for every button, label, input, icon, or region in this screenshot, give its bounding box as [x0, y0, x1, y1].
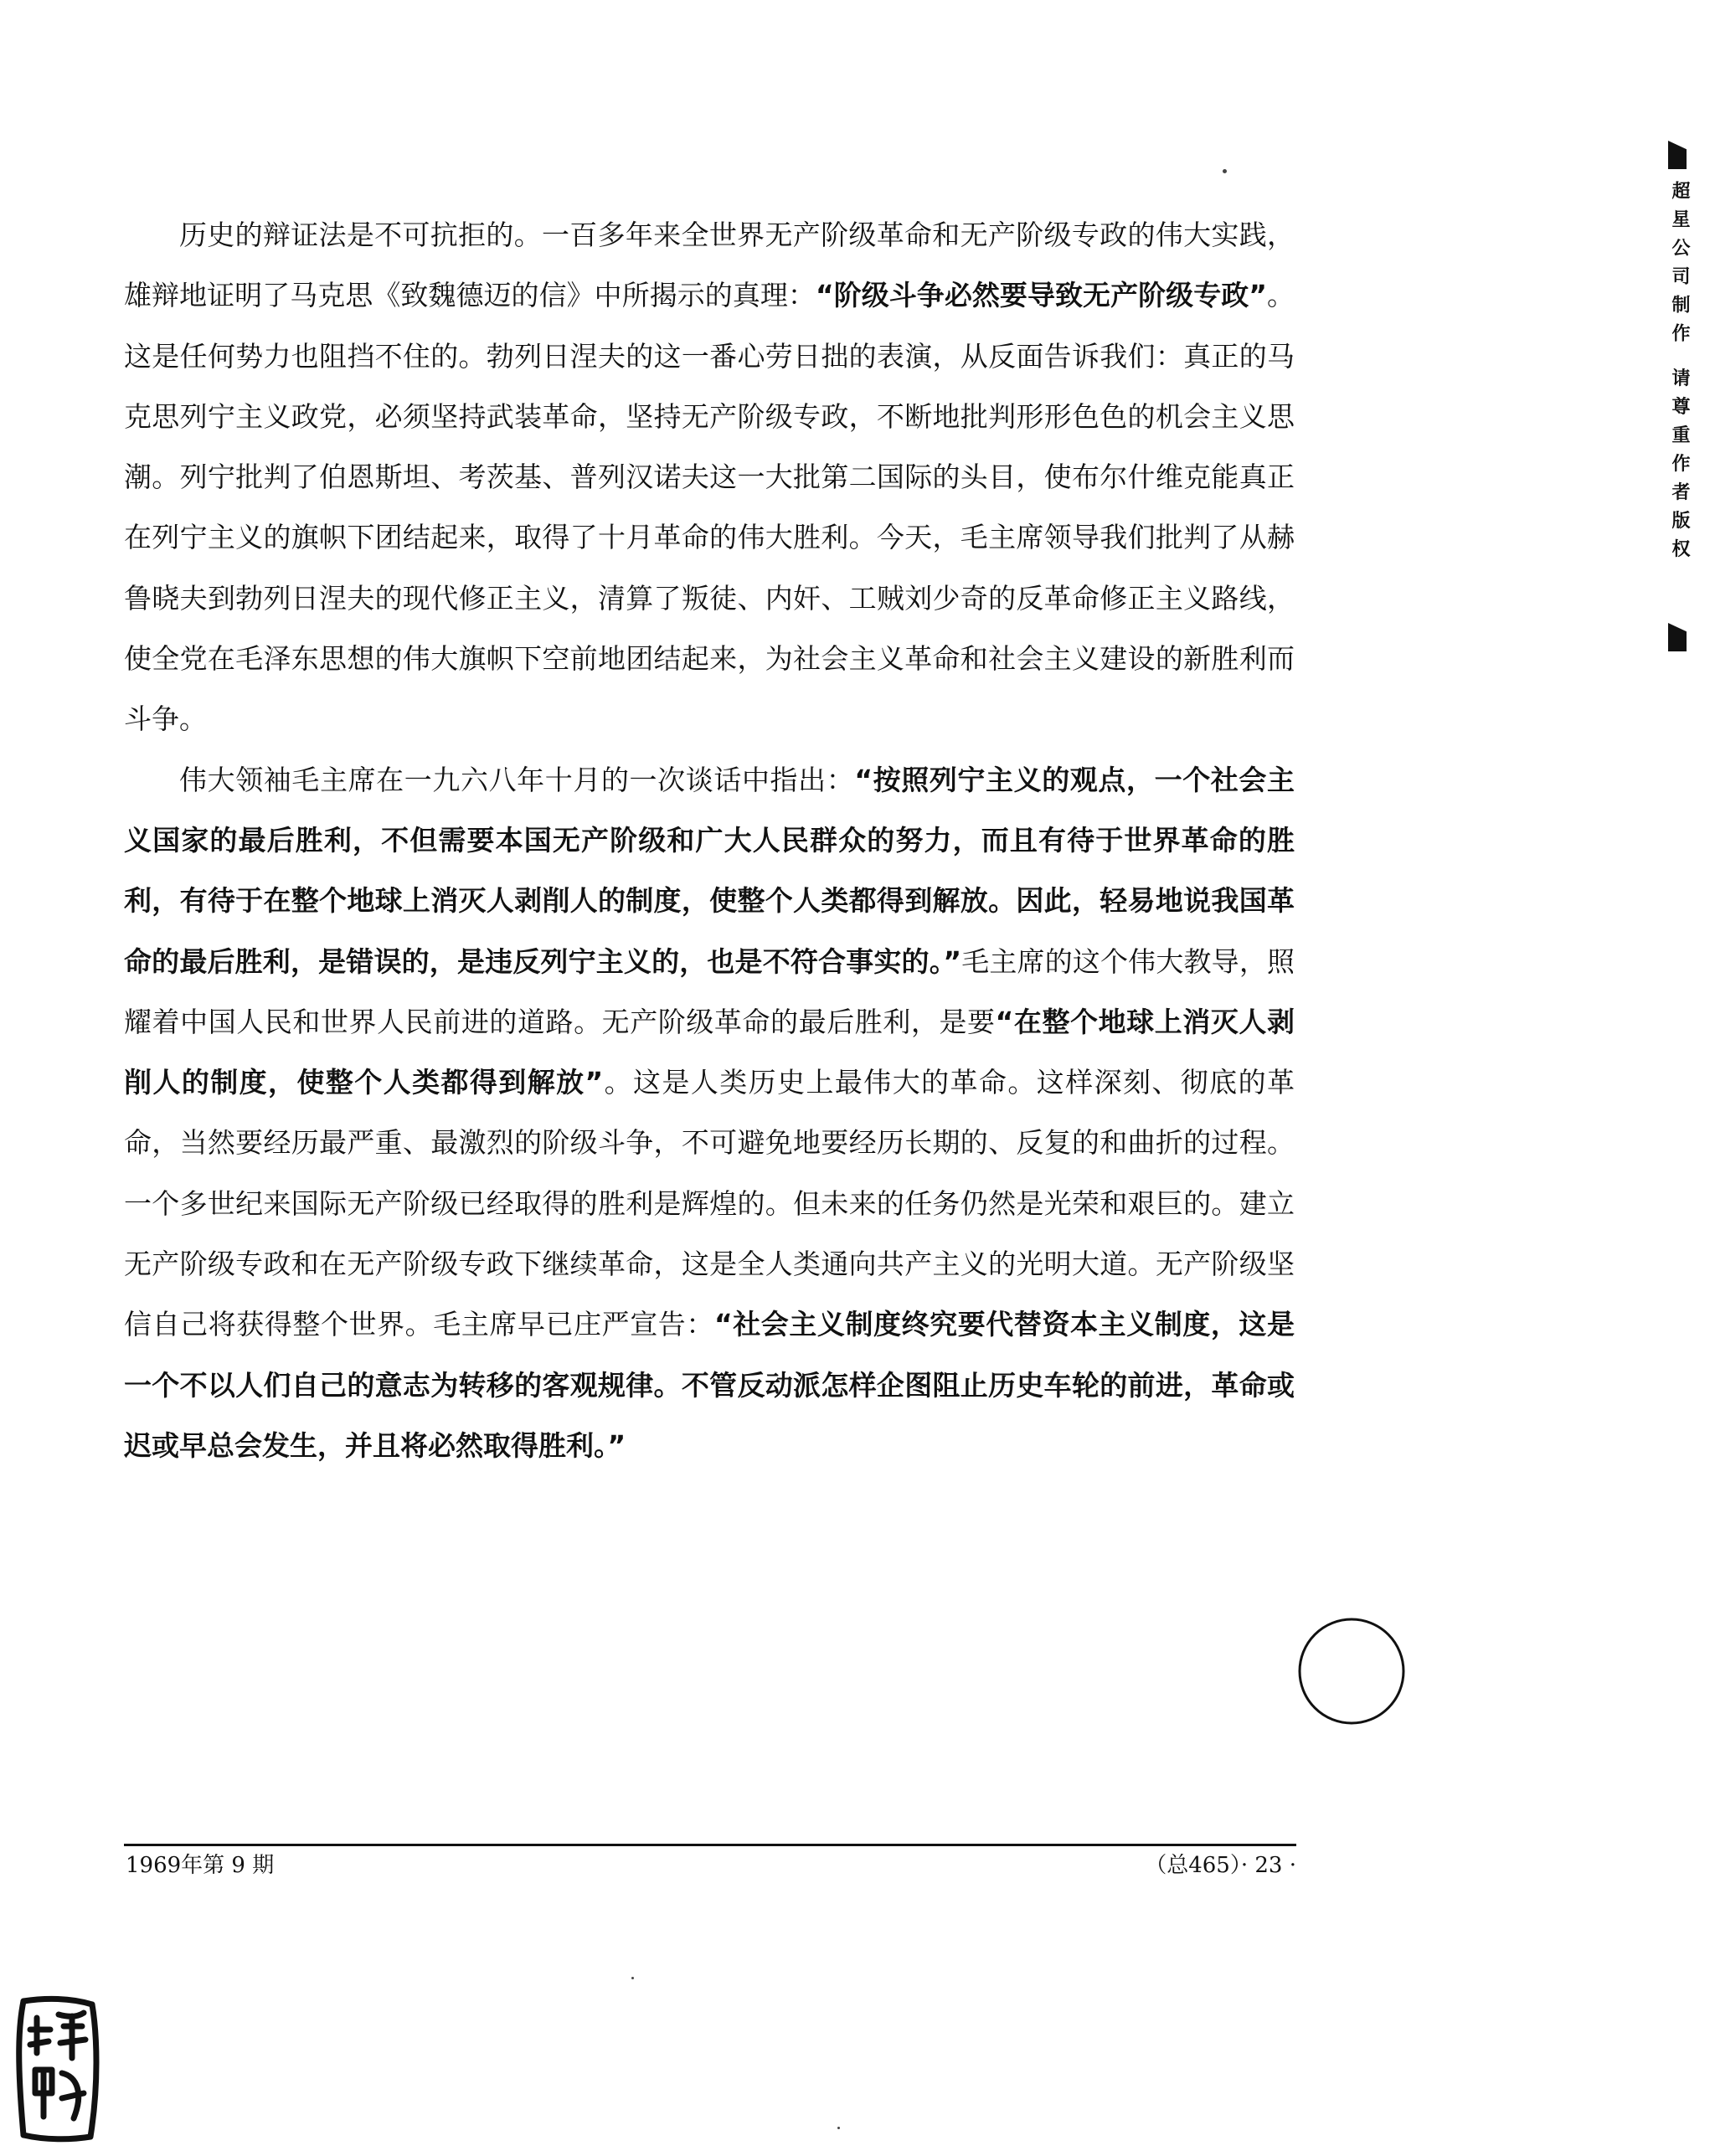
scan-speck: [1223, 169, 1227, 173]
watermark-text: 超星公司制作 请尊重作者版权: [1669, 181, 1690, 568]
strip-marker-bottom: [1668, 623, 1687, 651]
text-run: 毛主席的这个伟大教导，照耀着中国人民和世界人民前进的道路。无产阶级革命的最后胜利，是要: [124, 944, 1295, 1038]
text-run: 。这是任何势力也阻挡不住的。勃列日涅夫的这一番心劳日拙的表演，从反面告诉我们：真正的马克思列宁主义政党，必须坚持武装革命，坚持无产阶级专政，不断地批判形形色色的机会主义思潮。列宁批判了伯恩斯坦、考茨基、普列汉诺夫这一大批第二国际的头目，使布尔什维克能真正在列宁主义的旗帜下团结起来，取得了十月革命的伟大胜利。今天，毛主席领导我们批判了从赫鲁晓夫到勃列日涅夫的现代修正主义，清算了叛徒、内奸、工贼刘少奇的反革命修正主义路线，使全党在毛泽东思想的伟大旗帜下空前地团结起来，为社会主义革命和社会主义建设的新胜利而斗争。: [124, 279, 1295, 736]
scan-speck: [837, 2127, 840, 2129]
footer-rule: [124, 1844, 1296, 1846]
text-run: 伟大领袖毛主席在一九六八年十月的一次谈话中指出：: [179, 763, 855, 796]
article-body: [124, 205, 1295, 1476]
library-seal-stamp: [12, 1993, 104, 2143]
strip-marker-top: [1668, 141, 1687, 169]
quoted-emphasis: “在整个地球上消灭人剥削人的制度，使整个人类都得到解放”: [124, 1005, 1295, 1099]
punch-hole-mark: [1296, 1616, 1407, 1726]
page-number: （总465）· 23 ·: [1145, 1853, 1296, 1878]
watermark-strip: [1668, 141, 1690, 651]
issue-label: 1969年第 9 期: [126, 1853, 275, 1878]
paragraph-1: [124, 205, 1295, 750]
quoted-emphasis: “社会主义制度终究要代替资本主义制度，这是一个不以人们自己的意志为转移的客观规律。不管反动派怎样企图阻止历史车轮的前进，革命或迟或早总会发生，并且将必然取得胜利。”: [124, 1308, 1295, 1462]
text-run: 。这是人类历史上最伟大的革命。这样深刻、彻底的革命，当然要经历最严重、最激烈的阶级斗争，不可避免地要经历长期的、反复的和曲折的过程。一个多世纪来国际无产阶级已经取得的胜利是辉煌的。但未来的任务仍然是光荣和艰巨的。建立无产阶级专政和在无产阶级专政下继续革命，这是全人类通向共产主义的光明大道。无产阶级坚信自己将获得整个世界。毛主席早已庄严宣告：: [124, 1066, 1295, 1341]
paragraph-2: [124, 750, 1295, 1477]
quoted-emphasis: “按照列宁主义的观点，一个社会主义国家的最后胜利，不但需要本国无产阶级和广大人民群众的努力，而且有待于世界革命的胜利，有待于在整个地球上消灭人剥削人的制度，使整个人类都得到解放。因此，轻易地说我国革命的最后胜利，是错误的，是违反列宁主义的，也是不符合事实的。”: [124, 763, 1295, 978]
text-run: 历史的辩证法是不可抗拒的。一百多年来全世界无产阶级革命和无产阶级专政的伟大实践，雄辩地证明了马克思《致魏德迈的信》中所揭示的真理：: [124, 219, 1295, 312]
quoted-emphasis: “阶级斗争必然要导致无产阶级专政”: [815, 279, 1267, 312]
scan-speck: [631, 1977, 634, 1979]
